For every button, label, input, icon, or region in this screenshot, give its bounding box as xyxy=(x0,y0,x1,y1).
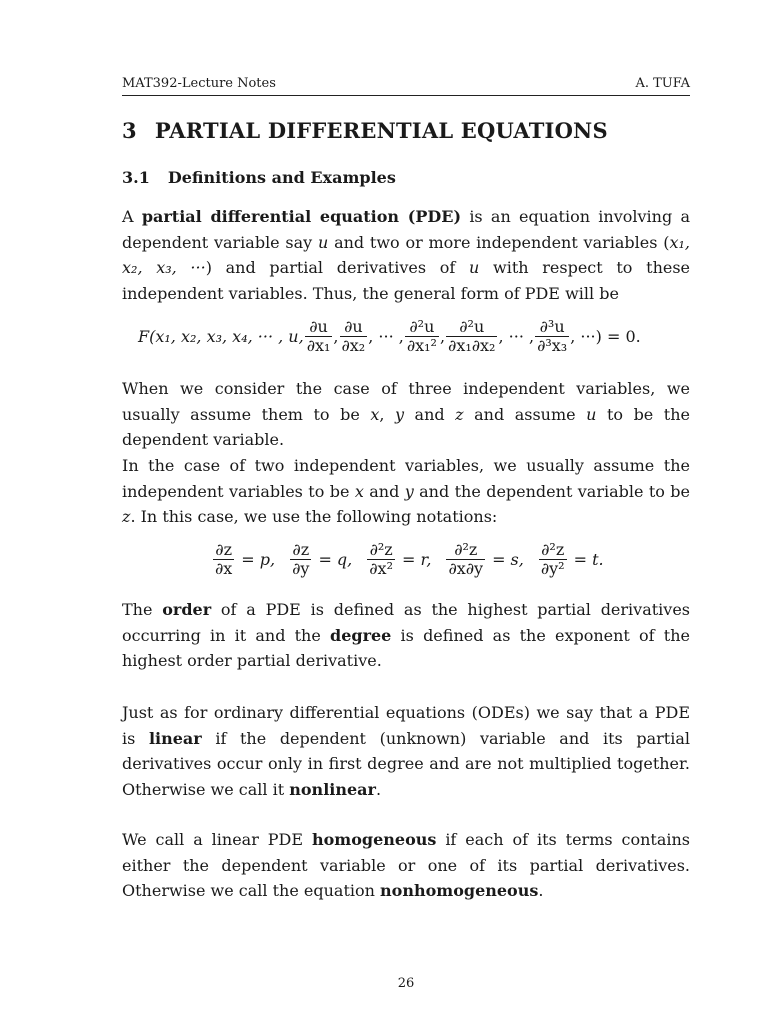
equation-notations: $\frac{\partial z}{\partial x}$ = p, $\frac{\partial z}{\partial y}$ = q, $\frac{\text{∂²z}}{\text{∂x²}}$ = r, $\frac{\text{∂²z}}{\partial x\partial y}$ = s, $\frac{\text{∂²z}}{\text{∂y²}}$ = t. xyxy=(215,540,604,579)
paragraph-pde-definition: A partial differential equation (PDE) is an equation involving a dependent variable say u and two or more independent variables (x₁, x₂, x₃, ···) and partial derivatives of u with respect to these independent variables. Thus, the general form of PDE will be xyxy=(122,207,691,303)
section-title: Definitions and Examples xyxy=(167,168,396,187)
paragraph-three-variables: When we consider the case of three independent variables, we usually assume them to be x, y and z and assume u to be the dependent variable. xyxy=(122,379,690,449)
header-author: A. TUFA xyxy=(635,76,690,91)
term-nonlinear: nonlinear xyxy=(289,779,376,799)
document-page xyxy=(122,0,690,1024)
equation-general-form: F(x₁, x₂, x₃, x₄, ··· , u, $\frac{\partial u}{\text{∂x₁}}$ , $\frac{\partial u}{\text{∂x₂}}$ , ··· , $\frac{\text{∂²u}}{\text{∂x₁²}}$ , $\frac{\text{∂²u}}{\text{∂x₁∂x₂}}$ , ··· , $\frac{\text{∂³u}}{\text{∂³x₃}}$ , ···) = 0. xyxy=(138,317,641,356)
running-header xyxy=(122,76,690,96)
paragraph-linear: Just as for ordinary differential equations (ODEs) we say that a PDE is linear if the dependent (unknown) variable and its partial derivatives occur only in first degree and are not multiplied together. Otherwise we call it nonlinear. xyxy=(122,703,690,799)
term-homogeneous: homogeneous xyxy=(311,830,437,849)
paragraph-order-degree: The order of a PDE is defined as the highest partial derivatives occurring in it and the degree is defined as the exponent of the highest order partial derivative. xyxy=(122,600,691,670)
term-degree: degree xyxy=(330,625,392,645)
term-pde: partial differential equation (PDE) xyxy=(141,207,462,226)
term-nonhomogeneous: nonhomogeneous xyxy=(380,881,539,900)
term-linear: linear xyxy=(148,728,202,748)
chapter-heading xyxy=(122,118,608,143)
header-course: MAT392-Lecture Notes xyxy=(122,76,276,91)
section-heading xyxy=(122,168,396,187)
section-number: 3.1 xyxy=(122,168,150,187)
term-order: order xyxy=(162,600,212,619)
page-number: 26 xyxy=(397,976,415,991)
paragraph-homogeneous: We call a linear PDE homogeneous if each of its terms contains either the dependent variable or one of its partial derivatives. Otherwise we call the equation nonhomogeneous. xyxy=(122,830,690,900)
chapter-title: PARTIAL DIFFERENTIAL EQUATIONS xyxy=(154,118,608,143)
paragraph-two-variables: In the case of two independent variables, we usually assume the independent variables to be x and y and the dependent variable to be z. In this case, we use the following notations: xyxy=(122,456,691,526)
chapter-number: 3 xyxy=(122,118,137,143)
